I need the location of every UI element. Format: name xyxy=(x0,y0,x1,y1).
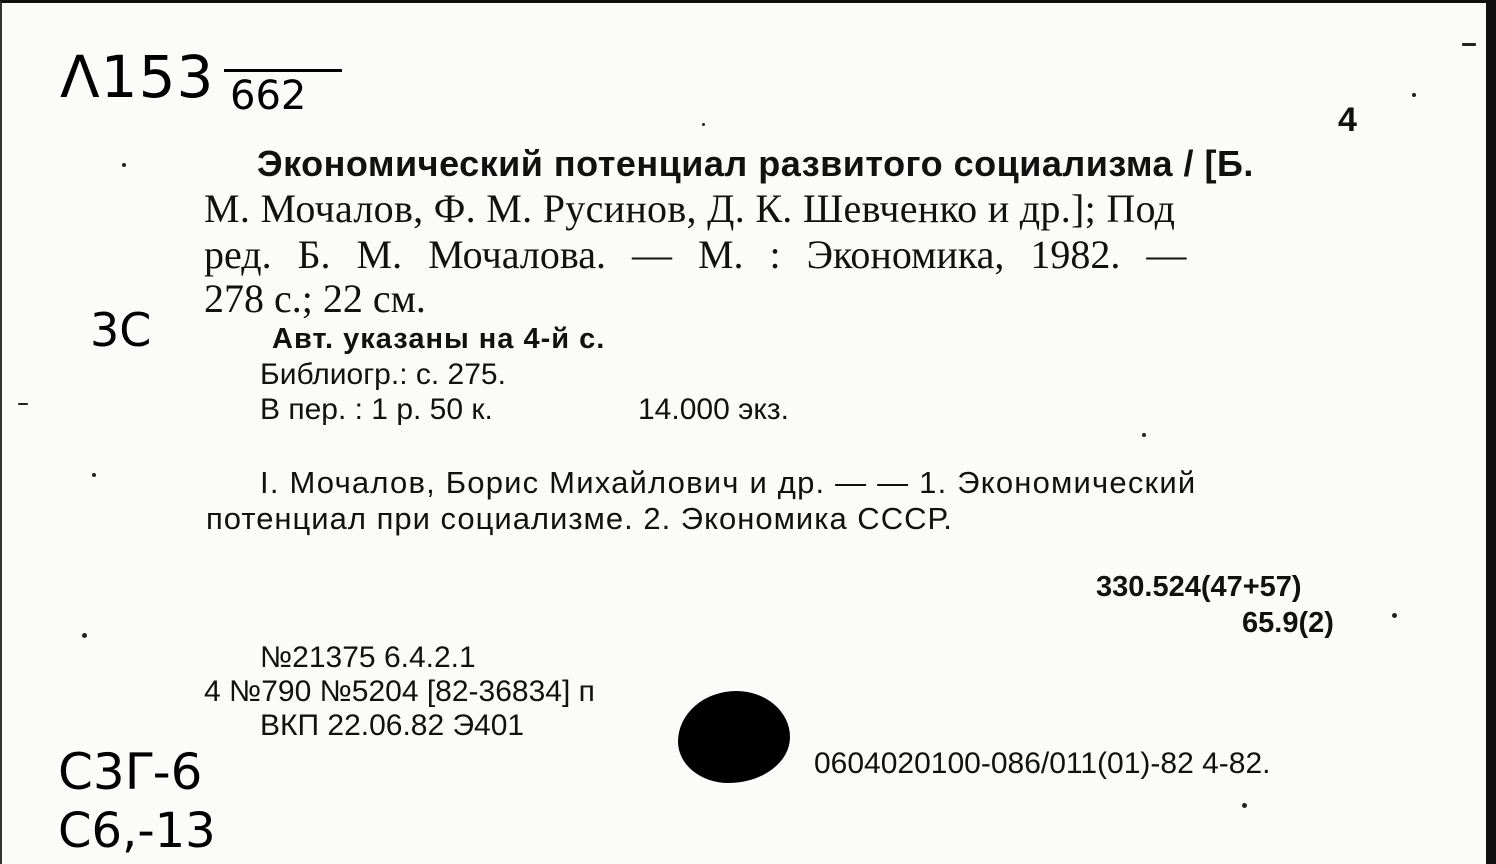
authors-note: Авт. указаны на 4-й с. xyxy=(272,323,606,355)
bibliography-note: Библиогр.: с. 275. xyxy=(260,358,506,391)
publication-code: 0604020100-086/011(01)-82 4-82. xyxy=(814,747,1271,780)
description-line-1: Экономический потенциал развитого социализма / [Б. xyxy=(257,143,1254,184)
description-line-2: М. Мочалов, Ф. М. Русинов, Д. К. Шевченко и др.]; Под xyxy=(204,186,1176,231)
handwritten-margin-note: 3C xyxy=(90,303,152,357)
scan-speck xyxy=(702,123,705,126)
call-number-fraction-line xyxy=(224,69,342,72)
scan-speck xyxy=(92,473,96,477)
registration-line-2: 4 №790 №5204 [82-36834] п xyxy=(204,675,595,708)
ink-blot xyxy=(678,691,790,783)
scan-speck xyxy=(1242,803,1247,808)
tracing-line-1: I. Мочалов, Борис Михайлович и др. — — 1. Экономический xyxy=(260,465,1197,500)
scan-speck xyxy=(122,163,126,167)
card-number: 4 xyxy=(1338,101,1357,139)
registration-line-1: №21375 6.4.2.1 xyxy=(260,641,476,674)
scan-speck xyxy=(1462,43,1476,46)
bbk-index: 65.9(2) xyxy=(1242,607,1334,639)
tracing-line-2: потенциал при социализме. 2. Экономика СССР. xyxy=(206,501,953,536)
description-line-4: 278 с.; 22 см. xyxy=(204,276,426,321)
scan-speck xyxy=(1142,433,1146,437)
handwritten-bottom-line-1: C3Γ-6 xyxy=(58,743,203,801)
price-note: В пер. : 1 р. 50 к. xyxy=(260,393,493,426)
scan-speck xyxy=(1412,93,1416,97)
handwritten-call-sub: 662 xyxy=(230,73,307,119)
description-line-3: ред. Б. М. Мочалова. — М. : Экономика, 1982. — xyxy=(204,232,1187,277)
udc-index: 330.524(47+57) xyxy=(1096,571,1302,603)
print-run-note: 14.000 экз. xyxy=(638,393,789,426)
handwritten-bottom-line-2: C6,-13 xyxy=(58,803,216,859)
scan-speck xyxy=(82,633,87,638)
scan-speck xyxy=(1392,613,1397,618)
scan-speck xyxy=(18,403,28,405)
registration-line-3: ВКП 22.06.82 Э401 xyxy=(260,709,525,742)
handwritten-call-number: Λ153 xyxy=(60,43,215,111)
